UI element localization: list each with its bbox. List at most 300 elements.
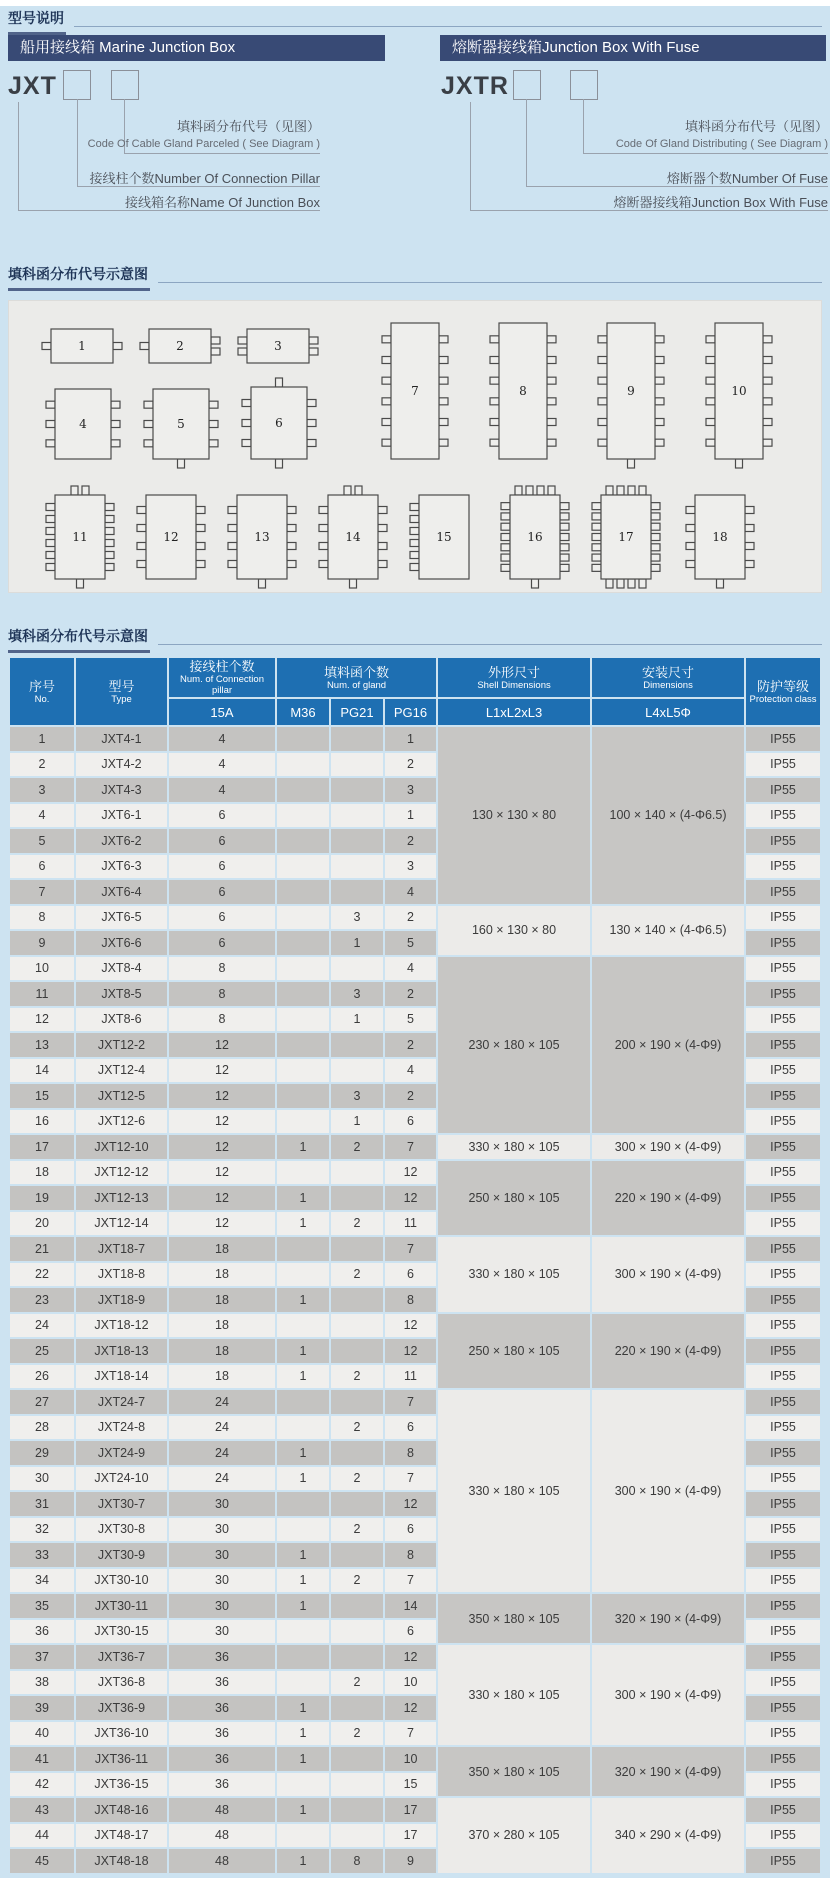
cell-m36 <box>277 1263 329 1287</box>
cell-type: JXT18-14 <box>76 1365 167 1389</box>
gland-box-number: 4 <box>79 417 87 431</box>
gland-box-number: 8 <box>519 384 527 398</box>
cell-pg21 <box>331 1314 383 1338</box>
jxt-pillar-label: 接线柱个数Number Of Connection Pillar <box>89 171 320 186</box>
cell-m36: 1 <box>277 1798 329 1822</box>
table-row <box>10 1594 820 1618</box>
cell-m36 <box>277 957 329 981</box>
cell-mount: 130 × 140 × (4-Φ6.5) <box>592 906 744 955</box>
gland-box-number: 5 <box>177 417 185 431</box>
cell-pg21 <box>331 1798 383 1822</box>
cell-15a: 12 <box>169 1186 275 1210</box>
cell-no: 31 <box>10 1492 74 1516</box>
cell-pg21: 2 <box>331 1263 383 1287</box>
cell-pg16: 12 <box>385 1339 436 1363</box>
cell-no: 1 <box>10 727 74 751</box>
cell-pg21 <box>331 727 383 751</box>
cell-protection: IP55 <box>746 1467 820 1491</box>
cell-pg21: 1 <box>331 931 383 955</box>
gland-diagram-svg <box>9 301 821 592</box>
cell-15a: 8 <box>169 1008 275 1032</box>
cell-type: JXT36-7 <box>76 1645 167 1669</box>
gland-box-number: 9 <box>627 384 635 398</box>
cell-m36 <box>277 982 329 1006</box>
spec-table <box>8 656 822 1875</box>
cell-m36 <box>277 1645 329 1669</box>
gland-box-10 <box>706 323 772 468</box>
cell-no: 37 <box>10 1645 74 1669</box>
cell-m36: 1 <box>277 1747 329 1771</box>
cell-protection: IP55 <box>746 1824 820 1848</box>
cell-protection: IP55 <box>746 1033 820 1057</box>
cell-no: 42 <box>10 1773 74 1797</box>
cell-pg21 <box>331 1237 383 1261</box>
page-title: 型号说明 <box>8 8 66 35</box>
cell-protection: IP55 <box>746 753 820 777</box>
cell-pg21: 1 <box>331 1110 383 1134</box>
cell-protection: IP55 <box>746 1237 820 1261</box>
cell-pg16: 11 <box>385 1365 436 1389</box>
cell-m36: 1 <box>277 1135 329 1159</box>
gland-box-number: 13 <box>254 530 270 544</box>
cell-type: JXT18-13 <box>76 1339 167 1363</box>
cell-type: JXT8-6 <box>76 1008 167 1032</box>
cell-pg16: 2 <box>385 1033 436 1057</box>
cell-shell: 160 × 130 × 80 <box>438 906 590 955</box>
table-row <box>10 727 820 751</box>
jxtr-fuse-count-label: 熔断器个数Number Of Fuse <box>666 171 828 186</box>
cell-pg16: 8 <box>385 1441 436 1465</box>
cell-pg21 <box>331 1594 383 1618</box>
cell-pg16: 17 <box>385 1798 436 1822</box>
cell-protection: IP55 <box>746 1773 820 1797</box>
cell-protection: IP55 <box>746 1314 820 1338</box>
cell-pg16: 8 <box>385 1288 436 1312</box>
cell-m36: 1 <box>277 1441 329 1465</box>
jxtr-code-box-2 <box>570 70 598 100</box>
gland-box-13 <box>228 495 296 588</box>
jxt-pillar-line <box>77 99 78 186</box>
gland-diagram-panel <box>8 300 822 593</box>
jxt-code: JXT <box>8 72 57 100</box>
cell-type: JXT12-5 <box>76 1084 167 1108</box>
cell-protection: IP55 <box>746 880 820 904</box>
title-rule <box>74 26 822 27</box>
cell-no: 30 <box>10 1467 74 1491</box>
gland-box-number: 3 <box>274 339 282 353</box>
gland-box-11 <box>46 486 114 588</box>
cell-protection: IP55 <box>746 1849 820 1873</box>
cell-pg16: 12 <box>385 1696 436 1720</box>
cell-protection: IP55 <box>746 1390 820 1414</box>
gland-box-number: 6 <box>275 416 283 430</box>
cell-mount: 300 × 190 × (4-Φ9) <box>592 1135 744 1159</box>
gland-box-6 <box>242 378 316 468</box>
cell-pg21: 2 <box>331 1212 383 1236</box>
cell-type: JXT24-8 <box>76 1416 167 1440</box>
cell-mount: 300 × 190 × (4-Φ9) <box>592 1390 744 1592</box>
cell-type: JXT24-9 <box>76 1441 167 1465</box>
cell-shell: 330 × 180 × 105 <box>438 1645 590 1745</box>
cell-pg16: 11 <box>385 1212 436 1236</box>
cell-15a: 4 <box>169 753 275 777</box>
cell-m36 <box>277 931 329 955</box>
subheader-l1l2l3: L1xL2xL3 <box>438 699 590 725</box>
cell-pg16: 6 <box>385 1620 436 1644</box>
cell-m36 <box>277 1416 329 1440</box>
cell-type: JXT30-11 <box>76 1594 167 1618</box>
cell-protection: IP55 <box>746 906 820 930</box>
cell-m36 <box>277 1620 329 1644</box>
jxt-code-box-1 <box>63 70 91 100</box>
cell-m36 <box>277 1084 329 1108</box>
cell-no: 27 <box>10 1390 74 1414</box>
cell-pg21 <box>331 1773 383 1797</box>
gland-box-1 <box>42 329 122 363</box>
cell-protection: IP55 <box>746 1186 820 1210</box>
cell-pg16: 12 <box>385 1314 436 1338</box>
spec-table-title: 填科函分布代号示意图 <box>8 626 150 653</box>
cell-m36: 1 <box>277 1594 329 1618</box>
cell-pg21: 2 <box>331 1467 383 1491</box>
gland-box-number: 2 <box>176 339 184 353</box>
subheader-pg16: PG16 <box>385 699 436 725</box>
cell-pg21 <box>331 1492 383 1516</box>
cell-type: JXT24-7 <box>76 1390 167 1414</box>
cell-pg16: 12 <box>385 1645 436 1669</box>
jxtr-name-line <box>470 102 471 210</box>
cell-no: 33 <box>10 1543 74 1567</box>
jxtr-gland-underline <box>583 153 828 154</box>
cell-type: JXT12-6 <box>76 1110 167 1134</box>
cell-type: JXT4-1 <box>76 727 167 751</box>
cell-no: 18 <box>10 1161 74 1185</box>
jxtr-code-box-1 <box>513 70 541 100</box>
cell-pg16: 3 <box>385 855 436 879</box>
cell-15a: 24 <box>169 1467 275 1491</box>
cell-type: JXT36-15 <box>76 1773 167 1797</box>
table-row <box>10 1135 820 1159</box>
cell-15a: 48 <box>169 1824 275 1848</box>
cell-no: 13 <box>10 1033 74 1057</box>
cell-pg16: 8 <box>385 1543 436 1567</box>
cell-pg21: 3 <box>331 1084 383 1108</box>
cell-m36 <box>277 727 329 751</box>
cell-15a: 30 <box>169 1492 275 1516</box>
cell-protection: IP55 <box>746 1084 820 1108</box>
cell-shell: 250 × 180 × 105 <box>438 1161 590 1236</box>
col-header-protection: 防护等级 Protection class <box>746 658 820 725</box>
cell-pg16: 15 <box>385 1773 436 1797</box>
cell-protection: IP55 <box>746 1059 820 1083</box>
cell-m36 <box>277 804 329 828</box>
cell-m36: 1 <box>277 1543 329 1567</box>
cell-pg16: 4 <box>385 1059 436 1083</box>
cell-15a: 8 <box>169 982 275 1006</box>
cell-type: JXT36-9 <box>76 1696 167 1720</box>
cell-pg16: 7 <box>385 1237 436 1261</box>
cell-protection: IP55 <box>746 1339 820 1363</box>
cell-no: 10 <box>10 957 74 981</box>
cell-pg21: 2 <box>331 1365 383 1389</box>
cell-m36 <box>277 1518 329 1542</box>
cell-mount: 200 × 190 × (4-Φ9) <box>592 957 744 1134</box>
gland-diagram-title: 填科函分布代号示意图 <box>8 264 150 291</box>
cell-pg16: 10 <box>385 1671 436 1695</box>
table-row <box>10 1390 820 1414</box>
cell-no: 4 <box>10 804 74 828</box>
cell-pg16: 2 <box>385 829 436 853</box>
table-row <box>10 1798 820 1822</box>
gland-box-8 <box>490 323 556 459</box>
cell-type: JXT18-7 <box>76 1237 167 1261</box>
cell-15a: 4 <box>169 727 275 751</box>
cell-type: JXT18-8 <box>76 1263 167 1287</box>
spec-table-section-header <box>8 626 822 653</box>
cell-m36: 1 <box>277 1569 329 1593</box>
cell-pg16: 12 <box>385 1492 436 1516</box>
cell-15a: 18 <box>169 1314 275 1338</box>
jxt-gland-label-cn: 填料函分布代号（见图） <box>176 119 320 134</box>
cell-15a: 24 <box>169 1390 275 1414</box>
cell-15a: 30 <box>169 1543 275 1567</box>
gland-box-12 <box>137 495 205 579</box>
gland-box-7 <box>382 323 448 459</box>
cell-pg16: 17 <box>385 1824 436 1848</box>
col-header-mount: 安装尺寸 Dimensions <box>592 658 744 697</box>
cell-15a: 12 <box>169 1059 275 1083</box>
cell-m36 <box>277 1008 329 1032</box>
subheader-15a: 15A <box>169 699 275 725</box>
cell-15a: 36 <box>169 1645 275 1669</box>
gland-box-number: 1 <box>78 339 86 353</box>
cell-pg21 <box>331 1696 383 1720</box>
col-header-shell: 外形尺寸 Shell Dimensions <box>438 658 590 697</box>
cell-no: 5 <box>10 829 74 853</box>
cell-mount: 300 × 190 × (4-Φ9) <box>592 1237 744 1312</box>
cell-15a: 18 <box>169 1237 275 1261</box>
cell-pg21 <box>331 829 383 853</box>
cell-mount: 340 × 290 × (4-Φ9) <box>592 1798 744 1873</box>
cell-m36 <box>277 1161 329 1185</box>
cell-pg16: 3 <box>385 778 436 802</box>
cell-pg16: 7 <box>385 1722 436 1746</box>
cell-mount: 220 × 190 × (4-Φ9) <box>592 1314 744 1389</box>
cell-no: 45 <box>10 1849 74 1873</box>
cell-pg16: 7 <box>385 1569 436 1593</box>
cell-no: 34 <box>10 1569 74 1593</box>
jxtr-name-label: 熔断器接线箱Junction Box With Fuse <box>613 195 828 210</box>
cell-protection: IP55 <box>746 1492 820 1516</box>
cell-no: 19 <box>10 1186 74 1210</box>
cell-pg21: 2 <box>331 1135 383 1159</box>
cell-m36: 1 <box>277 1696 329 1720</box>
cell-mount: 220 × 190 × (4-Φ9) <box>592 1161 744 1236</box>
fuse-junction-box-banner: 熔断器接线箱Junction Box With Fuse <box>440 35 826 61</box>
cell-m36 <box>277 1237 329 1261</box>
cell-type: JXT12-12 <box>76 1161 167 1185</box>
cell-type: JXT6-3 <box>76 855 167 879</box>
cell-type: JXT12-14 <box>76 1212 167 1236</box>
cell-pg16: 5 <box>385 931 436 955</box>
cell-15a: 48 <box>169 1798 275 1822</box>
cell-m36 <box>277 1824 329 1848</box>
cell-type: JXT8-4 <box>76 957 167 981</box>
cell-protection: IP55 <box>746 1365 820 1389</box>
cell-15a: 36 <box>169 1671 275 1695</box>
gland-box-2 <box>140 329 220 363</box>
table-row <box>10 906 820 930</box>
cell-no: 39 <box>10 1696 74 1720</box>
cell-no: 6 <box>10 855 74 879</box>
jxt-name-line <box>18 102 19 210</box>
cell-type: JXT6-1 <box>76 804 167 828</box>
cell-no: 26 <box>10 1365 74 1389</box>
cell-pg16: 7 <box>385 1135 436 1159</box>
cell-pg16: 2 <box>385 906 436 930</box>
cell-no: 15 <box>10 1084 74 1108</box>
cell-m36 <box>277 1110 329 1134</box>
cell-pg16: 1 <box>385 727 436 751</box>
cell-shell: 330 × 180 × 105 <box>438 1237 590 1312</box>
cell-pg21 <box>331 1339 383 1363</box>
cell-protection: IP55 <box>746 1518 820 1542</box>
cell-15a: 36 <box>169 1747 275 1771</box>
cell-protection: IP55 <box>746 931 820 955</box>
cell-no: 41 <box>10 1747 74 1771</box>
cell-type: JXT30-15 <box>76 1620 167 1644</box>
cell-pg21: 8 <box>331 1849 383 1873</box>
col-header-pillar: 接线柱个数 Num. of Connection pillar <box>169 658 275 697</box>
cell-15a: 6 <box>169 804 275 828</box>
cell-15a: 12 <box>169 1212 275 1236</box>
header-row-1 <box>10 658 820 697</box>
cell-m36: 1 <box>277 1467 329 1491</box>
cell-protection: IP55 <box>746 1161 820 1185</box>
cell-shell: 370 × 280 × 105 <box>438 1798 590 1873</box>
cell-protection: IP55 <box>746 1569 820 1593</box>
cell-type: JXT12-13 <box>76 1186 167 1210</box>
cell-type: JXT30-10 <box>76 1569 167 1593</box>
gland-box-16 <box>501 486 569 588</box>
cell-shell: 350 × 180 × 105 <box>438 1594 590 1643</box>
cell-15a: 6 <box>169 931 275 955</box>
cell-no: 21 <box>10 1237 74 1261</box>
cell-m36 <box>277 829 329 853</box>
cell-no: 20 <box>10 1212 74 1236</box>
table-row <box>10 1161 820 1185</box>
jxtr-gland-line <box>583 99 584 153</box>
cell-pg21: 2 <box>331 1569 383 1593</box>
cell-m36 <box>277 1059 329 1083</box>
cell-pg21 <box>331 1033 383 1057</box>
cell-type: JXT12-4 <box>76 1059 167 1083</box>
cell-no: 29 <box>10 1441 74 1465</box>
cell-m36 <box>277 1314 329 1338</box>
cell-pg21 <box>331 880 383 904</box>
table-row <box>10 1645 820 1669</box>
gland-box-9 <box>598 323 664 468</box>
cell-15a: 24 <box>169 1416 275 1440</box>
cell-shell: 330 × 180 × 105 <box>438 1390 590 1592</box>
jxtr-gland-label-en: Code Of Gland Distributing ( See Diagram ) <box>615 138 828 150</box>
cell-type: JXT24-10 <box>76 1467 167 1491</box>
spec-table-wrap <box>8 656 822 1875</box>
gland-box-3 <box>238 329 318 363</box>
gland-diagram-rule <box>158 282 822 283</box>
cell-m36 <box>277 1390 329 1414</box>
cell-pg16: 2 <box>385 753 436 777</box>
gland-box-4 <box>46 389 120 459</box>
cell-type: JXT30-9 <box>76 1543 167 1567</box>
cell-15a: 18 <box>169 1365 275 1389</box>
cell-protection: IP55 <box>746 1671 820 1695</box>
cell-m36 <box>277 1033 329 1057</box>
cell-pg21 <box>331 1747 383 1771</box>
cell-15a: 36 <box>169 1696 275 1720</box>
cell-pg16: 7 <box>385 1467 436 1491</box>
cell-m36: 1 <box>277 1339 329 1363</box>
cell-15a: 12 <box>169 1161 275 1185</box>
cell-type: JXT6-5 <box>76 906 167 930</box>
gland-box-number: 12 <box>163 530 179 544</box>
cell-15a: 6 <box>169 880 275 904</box>
cell-protection: IP55 <box>746 1212 820 1236</box>
cell-15a: 18 <box>169 1288 275 1312</box>
cell-no: 7 <box>10 880 74 904</box>
cell-pg16: 10 <box>385 1747 436 1771</box>
cell-15a: 30 <box>169 1620 275 1644</box>
cell-m36: 1 <box>277 1722 329 1746</box>
cell-protection: IP55 <box>746 804 820 828</box>
cell-pg21 <box>331 1161 383 1185</box>
cell-no: 22 <box>10 1263 74 1287</box>
gland-box-number: 16 <box>527 530 543 544</box>
cell-type: JXT30-8 <box>76 1518 167 1542</box>
cell-pg16: 2 <box>385 982 436 1006</box>
jxtr-code: JXTR <box>441 72 509 100</box>
cell-pg16: 5 <box>385 1008 436 1032</box>
cell-type: JXT48-16 <box>76 1798 167 1822</box>
cell-protection: IP55 <box>746 727 820 751</box>
cell-15a: 30 <box>169 1518 275 1542</box>
cell-no: 43 <box>10 1798 74 1822</box>
gland-box-15 <box>410 495 469 579</box>
cell-no: 11 <box>10 982 74 1006</box>
cell-pg21 <box>331 957 383 981</box>
gland-box-18 <box>686 495 754 588</box>
cell-mount: 320 × 190 × (4-Φ9) <box>592 1747 744 1796</box>
top-strip <box>0 0 830 6</box>
table-row <box>10 1237 820 1261</box>
col-header-type: 型号 Type <box>76 658 167 725</box>
cell-15a: 4 <box>169 778 275 802</box>
cell-pg16: 2 <box>385 1084 436 1108</box>
cell-protection: IP55 <box>746 855 820 879</box>
cell-m36 <box>277 778 329 802</box>
gland-box-14 <box>319 486 387 588</box>
cell-no: 23 <box>10 1288 74 1312</box>
cell-15a: 24 <box>169 1441 275 1465</box>
cell-pg21 <box>331 753 383 777</box>
cell-pg21 <box>331 1824 383 1848</box>
cell-pg21: 2 <box>331 1518 383 1542</box>
cell-protection: IP55 <box>746 1620 820 1644</box>
cell-protection: IP55 <box>746 1645 820 1669</box>
gland-box-number: 17 <box>618 530 634 544</box>
cell-protection: IP55 <box>746 1747 820 1771</box>
cell-m36 <box>277 880 329 904</box>
